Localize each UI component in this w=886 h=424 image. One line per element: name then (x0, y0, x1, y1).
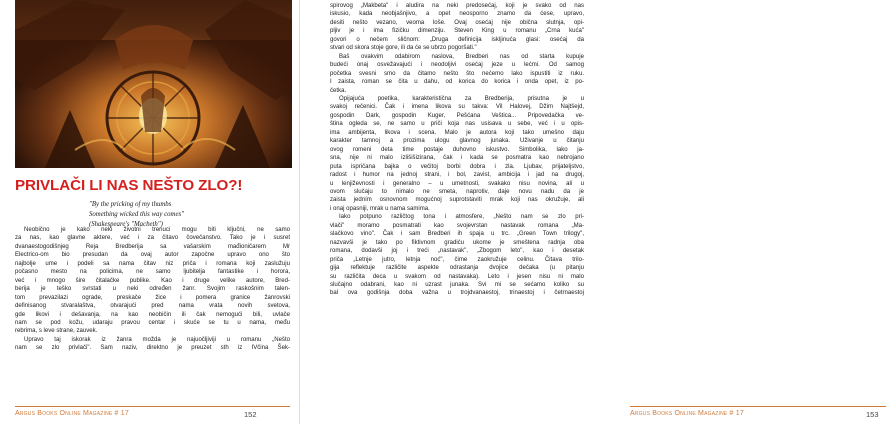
text-line: Iako potpuno različtog tona i atmosfere, „Nešto nam se zlo pri- (339, 214, 584, 221)
text-line: nam se pod kožu, udaraju pravou centar i skuće se tu u nama, među (15, 319, 290, 326)
epigraph-line: Something wicked this way comes" (89, 211, 184, 218)
text-line: nam se zlo privlači". Sam naziv, direktno je preuzet sth iz IVčina Šek- (15, 345, 290, 352)
text-line: početka svesni smo da čitamo nešto što nećemo lako ispustiti iz ruku. (330, 70, 584, 77)
text-line: Baš ovakvim odabirom naslova, Bredberi nas od starta kupuje (339, 53, 584, 60)
footer-magazine-name: Argus Books Online Magazine # 17 (15, 410, 129, 417)
illustration-art (15, 0, 292, 168)
page-number: 152 (244, 410, 257, 419)
footer-rule (15, 406, 290, 407)
text-line: berija je teško svrstati u neki određen žanr. Svojim raskošnim talen- (15, 286, 290, 293)
text-line: tom prevazilazi ograde, preskače žice i pomera granice žanrovski (15, 294, 290, 301)
page-number: 153 (866, 410, 879, 419)
text-line: svakoj rečenici. Čak i imena likova su takva: Vil Halovej, Džim Najtšejd, (330, 104, 584, 111)
left-page (0, 0, 300, 424)
text-line: Upravo taj iskorak iz žanra možda je najuočljiviji u romanu „Nešto (24, 336, 290, 343)
text-line: već i mnogo šire čitalačke publike. Kao i druge velike autore, Bred- (15, 277, 290, 284)
right-body-text (330, 2, 584, 298)
text-line: su različita deca u svakom od nastavaka). Leto i jesen nisu ni malo (330, 273, 584, 280)
text-line: i onaj opasniji, mrak u nama samima. (330, 205, 430, 212)
text-line: romana, dodavši joj i treći „nastavak", „Zbogom leto", kao i desetak (330, 248, 584, 255)
text-line: sna, nije ni malo izlišišizirana, čak i kada se posmatra kao nebrojano (330, 155, 584, 162)
text-line: u lenjiževnosti i generalno – u umetnosti, svakako nisu novina, ali u (330, 180, 584, 187)
epigraph-line: "By the pricking of my thumbs (89, 201, 172, 208)
text-line: četka. (330, 87, 347, 94)
text-line: gospodin Dark, gospodin Kuger, Pešćana Veštica... Pripovedačka ve- (330, 112, 584, 119)
text-line: desiti nešto vezano, veoma loše. Ovaj osećaj nije obična slutnja, opi- (330, 19, 584, 26)
text-line: dvanaestogodišnjeg Reja Bredberija sa vašarskim mađioničarem Mr (15, 243, 290, 250)
text-line: radost i humor na jednoj strani, i bol, zavist, ambicija i jad na drugoj, (330, 172, 584, 179)
text-line: za nas, kao glavne aktere, već i za čitavo čovečanstvo. Tako je i susret (15, 235, 290, 242)
text-line: I zaista, roman se čita u dahu, od korica do korica i onda opet, iz po- (330, 79, 584, 86)
text-line: pljiv je i ima fizičku dimenziju. Steven King u romanu „Crna kuća" (330, 28, 584, 35)
text-line: počasno mesto na policima, ne samo ljubitelja fantastike i horora, (15, 269, 290, 276)
text-line: gde likovi i dešavanja, na kao neobičin ili čak nemogući bili, uvlače (15, 311, 290, 318)
text-line: ovog romeni deta time postaje duhovno iskustvo. Simbolika, lako ja- (330, 146, 584, 153)
text-line: vlači" moramo posmatrati kao svojevrstan nastavak romana „Ma- (330, 222, 584, 229)
text-line: spirovog „Makbeta" i aludira na neki predosećaj, koji je svako od nas (330, 3, 584, 9)
text-line: ima ambijenta, likova i scena. Malo je autora koji tako umešno daju (330, 129, 584, 136)
text-line: bal ova godišnja doba važna u trojdvanaestoj, trinaestoj i četrnaestoj (330, 290, 584, 297)
text-line: ovom slučaju to nimalo ne smeta, naprotiv, daje novu nadu da je (330, 188, 584, 195)
text-line: ština ogleda se, ne samo u priči koja nas usisava u sebe, već i u opis- (330, 121, 584, 128)
left-body-text (15, 226, 290, 353)
text-line: Electrico-om bio presudan da ovaj autor započne upravo ono što (15, 252, 290, 259)
text-line: gija reflektuje različite aspekte odrastanja dvojice dečaka (u pitanju (330, 265, 584, 272)
text-line: puta ispričana bajka o večitoj borbi dobra i zla. Ljubav, prijateljstvo, (330, 163, 584, 170)
article-title: PRIVLAČI LI NAS NEŠTO ZLO?! (15, 177, 243, 194)
text-line: iskusio, kada neobjašnjivo, a opet neosporno znamo da ćese, upravo, (330, 11, 584, 18)
text-line: stvari od skora stoje gore, ili da će se ubrzo pogoršati." (330, 45, 477, 52)
footer-magazine-name: Argus Books Online Magazine # 17 (630, 410, 744, 417)
text-line: zaista jedním osnovnom mogućnoj suprotstaviti mrak koji nas okružuje, ali (330, 197, 584, 204)
text-line: slačkovo vino". Čak i sam Bredberi ih spaja u trc. „Green Town trilogy", (330, 231, 584, 238)
text-line: nazvavši je tako po fiktivnom gradiću ukome je smeštena radnja oba (330, 239, 584, 246)
text-line: definisanog stvaralaštva, otvarajući pred nama vrata novih svetova, (15, 303, 290, 310)
text-line: karakter tamnoj a prozima ulogu glavnog junaka. Uživanje u čitanju (330, 138, 584, 145)
text-line: priča „Letnje jutro, letnja noć", čime zaokružuje celinu. Čitava trilo- (330, 256, 584, 263)
text-line: najbolje ume i podeli sa nama čitav niz priča i romana koji zaslužuju (15, 260, 290, 267)
text-line: slučajno odabrani, kao ni uzrast junaka. Svi mi se sećamo koliko su (330, 281, 584, 288)
footer-rule (630, 406, 886, 407)
text-line: Neobično je kako neki životni trenuci mogu biti ključni, ne samo (24, 227, 290, 233)
cover-illustration (15, 0, 292, 168)
epigraph-attribution: (Shakespeare's "Macbeth") (89, 221, 163, 228)
text-line: Opijajuća poetika, karakteristična za Bredberija, prisutna je u (339, 95, 584, 102)
text-line: budeći onaj osvežavajući i neodoljivi osećaj jeze u lećmi. Od samog (330, 62, 584, 69)
text-line: govori o nečem sličnom: „Druga definicija iskljinuća glasi: osećaj da (330, 36, 584, 43)
text-line: rebrima, s leve strane, zauvek. (15, 328, 98, 335)
